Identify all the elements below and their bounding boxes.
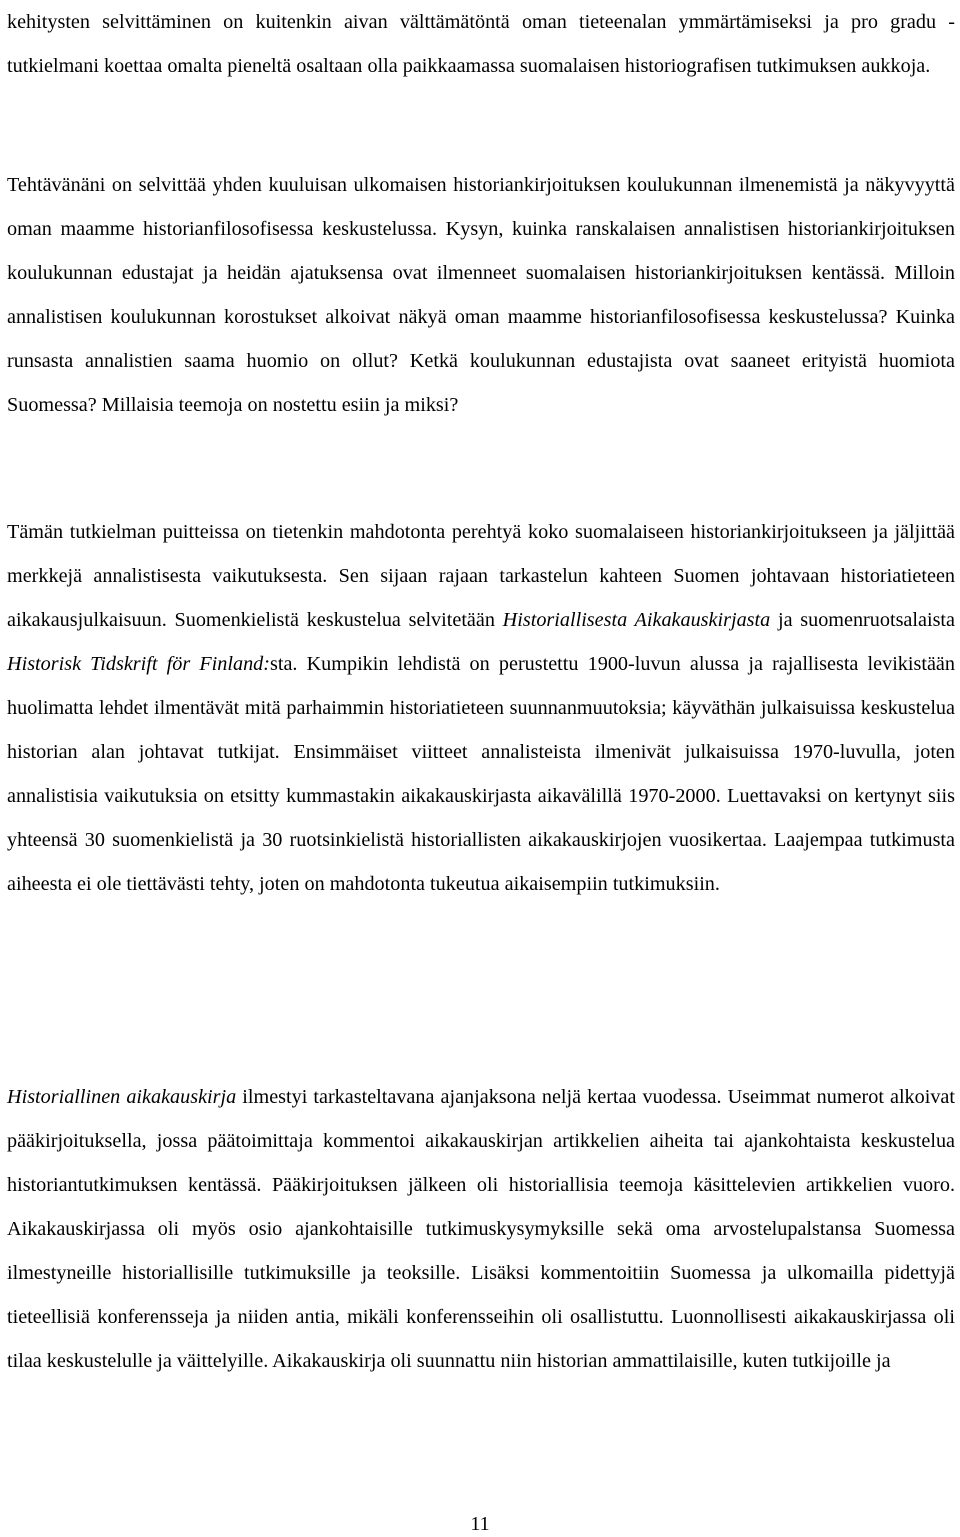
journal-title-historiallinen-aikakauskirja: Historiallisesta Aikakauskirjasta bbox=[502, 609, 771, 631]
paragraph-sources-scope bbox=[7, 510, 955, 906]
journal-title-historisk-tidskrift: Historisk Tidskrift för Finland: bbox=[7, 653, 270, 675]
page-number: 11 bbox=[470, 1513, 490, 1535]
paragraph-text-segment: ja suomenruotsalaista bbox=[770, 609, 955, 631]
paragraph-text-segment: sta. Kumpikin lehdistä on perustettu 1900-luvun alussa ja rajallisesta levikistään huolimatta lehdet ilmentävät mitä parhaimmin historiatieteen suunnanmuutoksia; käyväthän julkaisuissa keskustelua historian alan johtavat tutkijat. Ensimmäiset viitteet annalisteista ilmenivät julkaisuissa 1970-luvulla, joten annalistisia vaikutuksia on etsitty kummastakin aikakauskirjasta aikavälillä 1970-2000. Luettavaksi on kertynyt siis yhteensä 30 suomenkielistä ja 30 ruotsinkielistä historiallisten aikakauskirjojen vuosikertaa. Laajempaa tutkimusta aiheesta ei ole tiettävästi tehty, joten on mahdotonta tukeutua aikaisempiin tutkimuksiin. bbox=[7, 653, 955, 895]
journal-title-historiallinen-aikakauskirja: Historiallinen aikakauskirja bbox=[7, 1086, 237, 1108]
paragraph-journal-description bbox=[7, 1075, 955, 1383]
paragraph-research-questions: Tehtävänäni on selvittää yhden kuuluisan ulkomaisen historiankirjoituksen koulukunnan ilmenemistä ja näkyvyyttä oman maamme historianfilosofisessa keskustelussa. Kysyn, kuinka ranskalaisen annalistisen historiankirjoituksen koulukunnan edustajat ja heidän ajatuksensa ovat ilmenneet suomalaisen historiankirjoituksen kentässä. Milloin annalistisen koulukunnan korostukset alkoivat näkyä oman maamme historianfilosofisessa keskustelussa? Kuinka runsasta annalistien saama huomio on ollut? Ketkä koulukunnan edustajista ovat saaneet erityistä huomiota Suomessa? Millaisia teemoja on nostettu esiin ja miksi? bbox=[7, 174, 955, 416]
paragraph-intro-continuation: kehitysten selvittäminen on kuitenkin aivan välttämätöntä oman tieteenalan ymmärtämiseksi ja pro gradu -tutkielmani koettaa omalta pieneltä osaltaan olla paikkaamassa suomalaisen historiografisen tutkimuksen aukkoja. bbox=[7, 11, 955, 77]
paragraph-text-segment: ilmestyi tarkasteltavana ajanjaksona neljä kertaa vuodessa. Useimmat numerot alkoivat pääkirjoituksella, jossa päätoimittaja kommentoi aikakauskirjan artikkelien aiheita tai ajankohtaista keskustelua historiantutkimuksen kentässä. Pääkirjoituksen jälkeen oli historiallisia teemoja käsittelevien artikkelien vuoro. Aikakauskirjassa oli myös osio ajankohtaisille tutkimuskysymyksille sekä oma arvostelupalstansa Suomessa ilmestyneille historiallisille tutkimuksille ja teoksille. Lisäksi kommentoitiin Suomessa ja ulkomailla pidettyjä tieteellisiä konferensseja ja niiden antia, mikäli konferensseihin oli osallistuttu. Luonnollisesti aikakauskirjassa oli tilaa keskustelulle ja väittelyille. Aikakauskirja oli suunnattu niin historian ammattilaisille, kuten tutkijoille ja bbox=[7, 1086, 956, 1372]
paragraph-text-segment: Tämän tutkielman puitteissa on tietenkin mahdotonta perehtyä koko suomalaiseen historiankirjoitukseen ja jäljittää merkkejä annalistisesta vaikutuksesta. Sen sijaan rajaan tarkastelun kahteen Suomen johtavaan historiatieteen aikakausjulkaisuun. Suomenkielistä keskustelua selvitetään bbox=[7, 521, 955, 631]
